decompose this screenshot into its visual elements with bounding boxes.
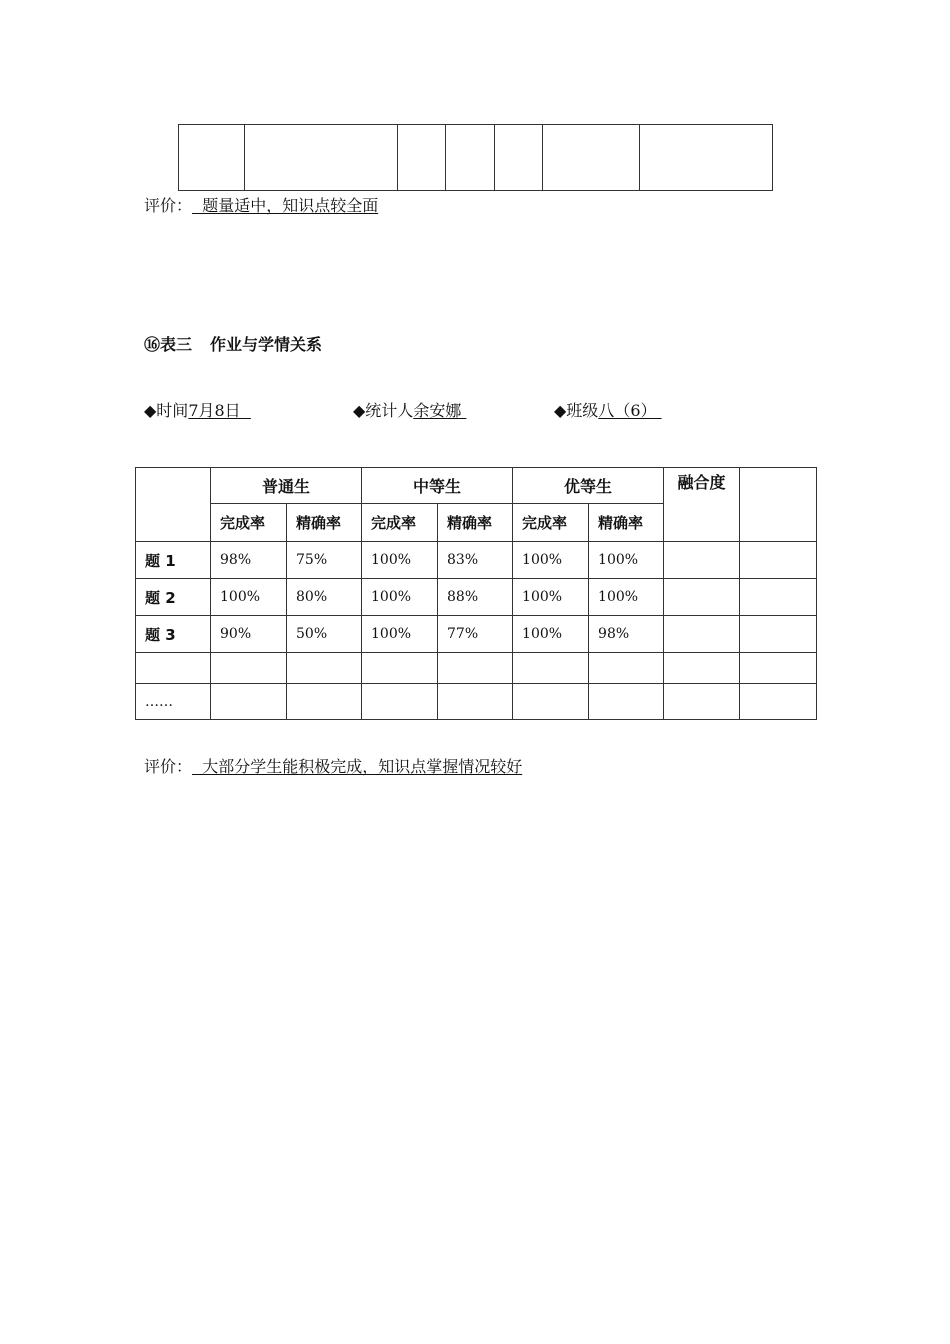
statistician-value: 余安娜 — [413, 401, 467, 420]
evaluation-text: 大部分学生能积极完成，知识点掌握情况较好 — [192, 757, 523, 776]
table-cell — [495, 125, 543, 191]
statistician-label: ◆统计人 — [353, 401, 414, 420]
sub-header: 完成率 — [211, 504, 287, 542]
table-cell — [664, 542, 740, 579]
empty-header-cell — [740, 468, 817, 542]
table-cell — [245, 125, 398, 191]
circled-number: ⑯ — [144, 335, 161, 354]
sub-header: 精确率 — [287, 504, 362, 542]
group-header: 优等生 — [513, 468, 664, 504]
class-label: ◆班级 — [554, 401, 599, 420]
table-cell — [740, 579, 817, 616]
table-row — [136, 579, 817, 616]
info-statistician — [353, 401, 466, 421]
table-cell: 88% — [438, 579, 513, 616]
table-cell — [438, 653, 513, 684]
evaluation-label: 评价： — [144, 196, 193, 215]
table-cell: 100% — [513, 579, 589, 616]
group-header: 中等生 — [362, 468, 513, 504]
row-label: 题 3 — [136, 616, 211, 653]
table-cell: 83% — [438, 542, 513, 579]
table-row — [179, 125, 773, 191]
table-cell — [664, 616, 740, 653]
evaluation-text: 题量适中，知识点较全面 — [192, 196, 379, 215]
homework-performance-table — [135, 467, 817, 720]
table-cell — [640, 125, 773, 191]
corner-cell — [136, 468, 211, 542]
table-cell: 75% — [287, 542, 362, 579]
table-cell — [362, 653, 438, 684]
table-cell — [179, 125, 245, 191]
info-class — [554, 401, 662, 421]
group-header: 普通生 — [211, 468, 362, 504]
header-row — [136, 468, 817, 504]
table-cell: 100% — [513, 616, 589, 653]
table-cell: 100% — [513, 542, 589, 579]
sub-header: 精确率 — [589, 504, 664, 542]
time-value: 7月8日 — [188, 401, 251, 420]
table-row — [136, 684, 817, 720]
table-name: 表三 — [160, 335, 193, 354]
sub-header: 完成率 — [362, 504, 438, 542]
table-cell — [664, 579, 740, 616]
table-cell — [589, 684, 664, 720]
table-cell: 100% — [362, 616, 438, 653]
table-cell: 98% — [211, 542, 287, 579]
table-cell: 80% — [287, 579, 362, 616]
table-cell — [438, 684, 513, 720]
table-cell — [664, 684, 740, 720]
info-time — [144, 401, 251, 421]
table-cell — [287, 653, 362, 684]
table-cell: 90% — [211, 616, 287, 653]
table-cell — [513, 653, 589, 684]
table-cell — [740, 616, 817, 653]
table-cell — [589, 653, 664, 684]
table-row — [136, 653, 817, 684]
table-cell — [740, 684, 817, 720]
table-cell: 100% — [589, 579, 664, 616]
table-cell — [513, 684, 589, 720]
table-cell — [543, 125, 640, 191]
table-cell: 98% — [589, 616, 664, 653]
sub-header: 精确率 — [438, 504, 513, 542]
section-heading — [144, 332, 322, 355]
table-cell: 100% — [362, 542, 438, 579]
table-cell: 50% — [287, 616, 362, 653]
evaluation-1 — [144, 196, 378, 216]
evaluation-label: 评价： — [144, 757, 193, 776]
table-cell — [211, 684, 287, 720]
row-label: 题 1 — [136, 542, 211, 579]
table-cell — [446, 125, 495, 191]
table-cell — [362, 684, 438, 720]
sub-header: 完成率 — [513, 504, 589, 542]
table-cell — [740, 542, 817, 579]
table-cell: 100% — [589, 542, 664, 579]
table-cell — [211, 653, 287, 684]
table-title: 作业与学情关系 — [210, 335, 323, 354]
table-row — [136, 542, 817, 579]
time-label: ◆时间 — [144, 401, 189, 420]
table-cell — [287, 684, 362, 720]
row-label — [136, 653, 211, 684]
class-value: 八（6） — [598, 401, 662, 420]
table-cell: 100% — [362, 579, 438, 616]
top-partial-table — [178, 124, 773, 191]
table-cell — [664, 653, 740, 684]
table-row — [136, 616, 817, 653]
table-cell — [740, 653, 817, 684]
row-label: 题 2 — [136, 579, 211, 616]
row-label: …… — [136, 684, 211, 720]
table-cell: 100% — [211, 579, 287, 616]
table-cell: 77% — [438, 616, 513, 653]
evaluation-2 — [144, 757, 522, 777]
fusion-header: 融合度 — [664, 468, 740, 542]
table-cell — [398, 125, 446, 191]
